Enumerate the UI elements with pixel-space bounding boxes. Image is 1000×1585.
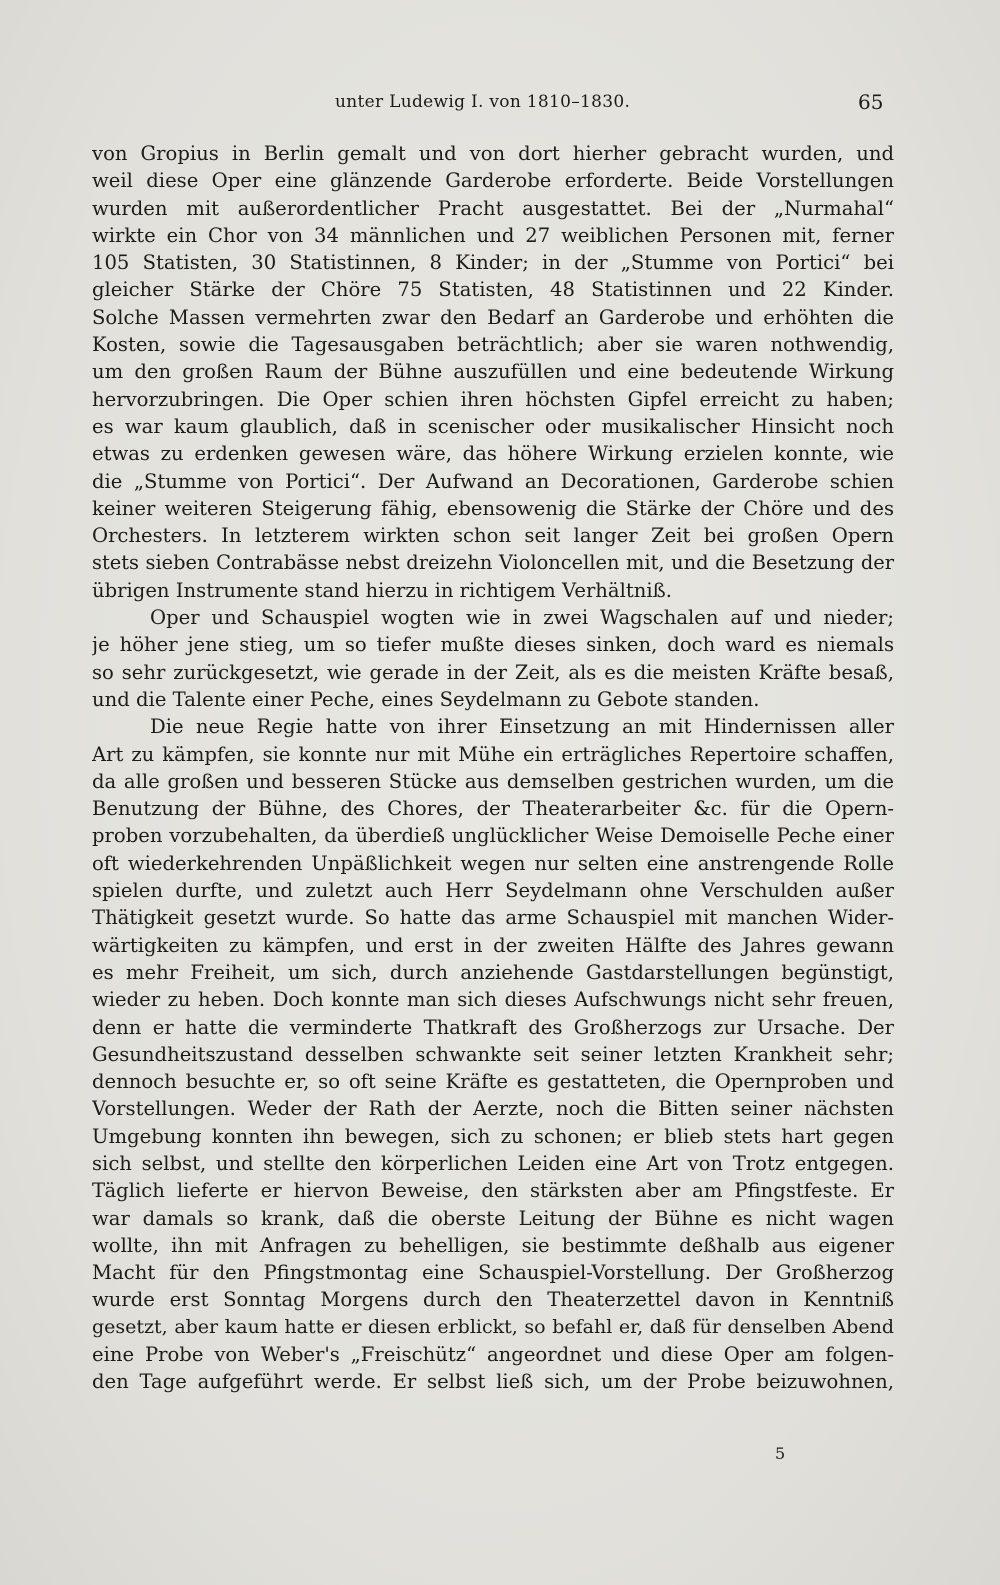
text-line: wurden mit außerordentlicher Pracht ausgestattet. Bei der „Nurmahal“ [92,196,894,220]
page-number: 65 [858,90,884,114]
text-line: Macht für den Pfingstmontag eine Schauspiel-Vorstellung. Der Großherzog [92,1261,894,1285]
text-line: spielen durfte, und zuletzt auch Herr Seydelmann ohne Verschulden außer [92,879,894,903]
text-line: hervorzubringen. Die Oper schien ihren höchsten Gipfel erreicht zu haben; [92,387,894,411]
text-line: sich selbst, und stellte den körperlichen Leiden eine Art von Trotz entgegen. [92,1151,894,1175]
text-line: weil diese Oper eine glänzende Garderobe erforderte. Beide Vorstellungen [92,169,894,193]
paragraph-start-line: Die neue Regie hatte von ihrer Einsetzung an mit Hindernissen aller [150,715,894,739]
text-line: gesetzt, aber kaum hatte er diesen erblickt, so befahl er, daß für denselben Abend [92,1315,894,1338]
text-line: um den großen Raum der Bühne auszufüllen und eine bedeutende Wirkung [92,360,894,384]
running-title: unter Ludewig I. von 1810–1830. [335,92,631,112]
text-line: Vorstellungen. Weder der Rath der Aerzte, noch die Bitten seiner nächsten [92,1097,894,1121]
text-line: etwas zu erdenken gewesen wäre, das höhere Wirkung erzielen konnte, wie [92,442,894,466]
text-line: da alle großen und besseren Stücke aus demselben gestrichen wurden, um die [92,769,894,793]
text-line: denn er hatte die verminderte Thatkraft des Großherzogs zur Ursache. Der [92,1015,894,1039]
running-header [0,92,1000,116]
text-line: Orchesters. In letzterem wirkten schon seit langer Zeit bei großen Opern [92,524,894,548]
text-line: oft wiederkehrenden Unpäßlichkeit wegen nur selten eine anstrengende Rolle [92,851,894,875]
text-line: es mehr Freiheit, um sich, durch anziehende Gastdarstellungen begünstigt, [92,960,894,984]
text-line: dennoch besuchte er, so oft seine Kräfte es gestatteten, die Opernproben und [92,1070,894,1094]
text-line: gleicher Stärke der Chöre 75 Statisten, 48 Statistinnen und 22 Kinder. [92,278,894,302]
text-line: 105 Statisten, 30 Statistinnen, 8 Kinder; in der „Stumme von Portici“ bei [92,251,894,275]
text-line: von Gropius in Berlin gemalt und von dort hierher gebracht wurden, und [92,142,894,165]
text-line: und die Talente einer Peche, eines Seydelmann zu Gebote standen. [92,687,760,711]
paragraph-start-line: Oper und Schauspiel wogten wie in zwei Wagschalen auf und nieder; [150,606,894,630]
text-line: es war kaum glaublich, daß in scenischer oder musikalischer Hinsicht noch [92,414,894,438]
text-line: wärtigkeiten zu kämpfen, und erst in der zweiten Hälfte des Jahres gewann [92,933,894,957]
text-line: die „Stumme von Portici“. Der Aufwand an Decorationen, Garderobe schien [92,469,894,493]
text-line: übrigen Instrumente stand hierzu in richtigem Verhältniß. [92,578,672,602]
body-text [92,140,894,1396]
text-line: wollte, ihn mit Anfragen zu behelligen, sie bestimmte deßhalb aus eigener [92,1233,894,1257]
text-line: Täglich lieferte er hiervon Beweise, den stärksten aber am Pfingstfeste. Er [92,1179,894,1203]
text-line: Benutzung der Bühne, des Chores, der Theaterarbeiter &c. für die Opern- [92,797,894,821]
signature-mark: 5 [775,1444,786,1463]
text-line: Art zu kämpfen, sie konnte nur mit Mühe ein erträgliches Repertoire schaffen, [92,742,894,766]
text-line: Solche Massen vermehrten zwar den Bedarf an Garderobe und erhöhten die [92,305,894,329]
text-line: keiner weiteren Steigerung fähig, ebensowenig die Stärke der Chöre und des [92,496,894,520]
text-line: wieder zu heben. Doch konnte man sich dieses Aufschwungs nicht sehr freuen, [92,988,894,1012]
text-line: wurde erst Sonntag Morgens durch den Theaterzettel davon in Kenntniß [92,1288,894,1312]
text-line: Gesundheitszustand desselben schwankte seit seiner letzten Krankheit sehr; [92,1042,894,1066]
text-line: stets sieben Contrabässe nebst dreizehn Violoncellen mit, und die Besetzung der [92,551,894,575]
text-line: Kosten, sowie die Tagesausgaben beträchtlich; aber sie waren nothwendig, [92,333,894,357]
text-line: so sehr zurückgesetzt, wie gerade in der Zeit, als es die meisten Kräfte besaß, [92,660,894,684]
text-line: proben vorzubehalten, da überdieß unglücklicher Weise Demoiselle Peche einer [92,824,894,848]
text-line: Umgebung konnten ihn bewegen, sich zu schonen; er blieb stets hart gegen [92,1124,894,1148]
text-line: wirkte ein Chor von 34 männlichen und 27 weiblichen Personen mit, ferner [92,223,894,247]
text-line: Thätigkeit gesetzt wurde. So hatte das arme Schauspiel mit manchen Wider- [92,906,894,930]
text-line: den Tage aufgeführt werde. Er selbst ließ sich, um der Probe beizuwohnen, [92,1370,894,1394]
text-line: eine Probe von Weber's „Freischütz“ angeordnet und diese Oper am folgen- [92,1343,894,1367]
text-line: je höher jene stieg, um so tiefer mußte dieses sinken, doch ward es niemals [92,633,894,657]
text-line: war damals so krank, daß die oberste Leitung der Bühne es nicht wagen [92,1206,894,1230]
